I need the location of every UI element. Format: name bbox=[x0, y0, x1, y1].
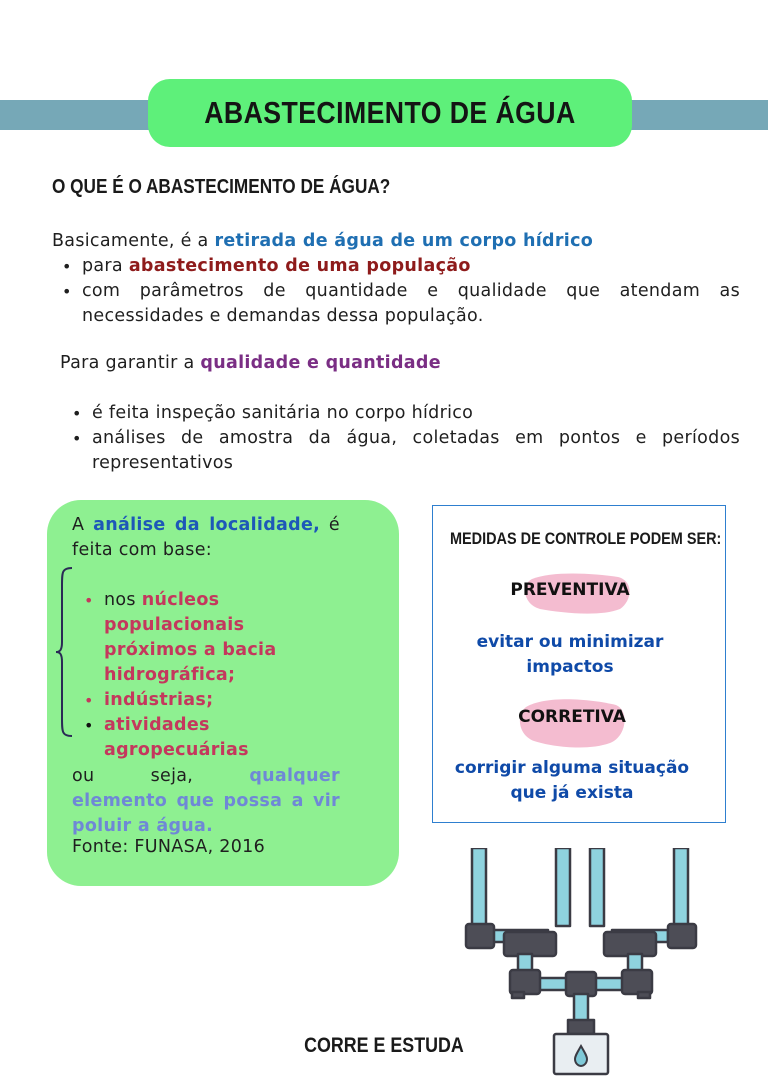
item-highlight: indústrias; bbox=[104, 690, 214, 710]
corrective-label: CORRETIVA bbox=[518, 707, 626, 727]
item-highlight: atividades agropecuárias bbox=[104, 715, 249, 760]
footer-brand-text: CORRE E ESTUDA bbox=[304, 1034, 464, 1057]
intro-lead bbox=[52, 229, 593, 254]
list-item bbox=[74, 688, 344, 713]
corrective-description: corrigir alguma situação que já exista bbox=[454, 758, 690, 803]
title-banner bbox=[148, 79, 632, 147]
list-item bbox=[52, 279, 740, 329]
analysis-items bbox=[74, 588, 344, 763]
bullet-highlight: abastecimento de uma população bbox=[128, 256, 471, 276]
quality-lead-highlight: qualidade e quantidade bbox=[200, 353, 441, 373]
item-text: nos bbox=[104, 590, 142, 610]
source-citation: Fonte: FUNASA, 2016 bbox=[72, 837, 266, 857]
preventive-label: PREVENTIVA bbox=[510, 580, 630, 600]
preventive-description: evitar ou minimizar impactos bbox=[476, 632, 664, 677]
bullet-text: com parâmetros de quantidade e qualidade que atendam as necessidades e demandas dessa população. bbox=[82, 281, 740, 326]
section-question: O QUE É O ABASTECIMENTO DE ÁGUA? bbox=[52, 176, 391, 198]
curly-brace-icon bbox=[54, 566, 74, 738]
analysis-lead-highlight: análise da localidade, bbox=[93, 515, 321, 535]
list-item bbox=[62, 426, 740, 476]
footer-brand bbox=[0, 1034, 768, 1058]
analysis-lead-text: A bbox=[72, 515, 94, 535]
item-highlight: núcleos populacionais próximos a bacia hidrográfica; bbox=[104, 590, 277, 685]
analysis-lead-text-2: é feita com base: bbox=[72, 515, 341, 560]
intro-bullets bbox=[52, 254, 740, 329]
bullet-text: é feita inspeção sanitária no corpo hídrico bbox=[92, 403, 474, 423]
intro-lead-highlight: retirada de água de um corpo hídrico bbox=[214, 231, 594, 251]
intro-lead-text: Basicamente, é a bbox=[52, 231, 215, 251]
analysis-lead bbox=[72, 513, 340, 563]
list-item bbox=[52, 254, 740, 279]
bullet-text: para bbox=[82, 256, 129, 276]
analysis-summary bbox=[72, 764, 340, 839]
summary-text: ou seja, bbox=[72, 766, 250, 786]
quality-bullets bbox=[62, 401, 740, 476]
list-item bbox=[62, 401, 740, 426]
bullet-text: análises de amostra da água, coletadas em pontos e períodos representativos bbox=[92, 428, 740, 473]
quality-lead bbox=[60, 351, 441, 376]
control-measures-title: MEDIDAS DE CONTROLE PODEM SER: bbox=[450, 529, 722, 548]
page-title: ABASTECIMENTO DE ÁGUA bbox=[204, 95, 576, 130]
list-item bbox=[74, 588, 344, 688]
summary-highlight: qualquer elemento que possa a vir poluir a água. bbox=[72, 766, 340, 836]
quality-lead-text: Para garantir a bbox=[60, 353, 201, 373]
list-item bbox=[74, 713, 344, 763]
